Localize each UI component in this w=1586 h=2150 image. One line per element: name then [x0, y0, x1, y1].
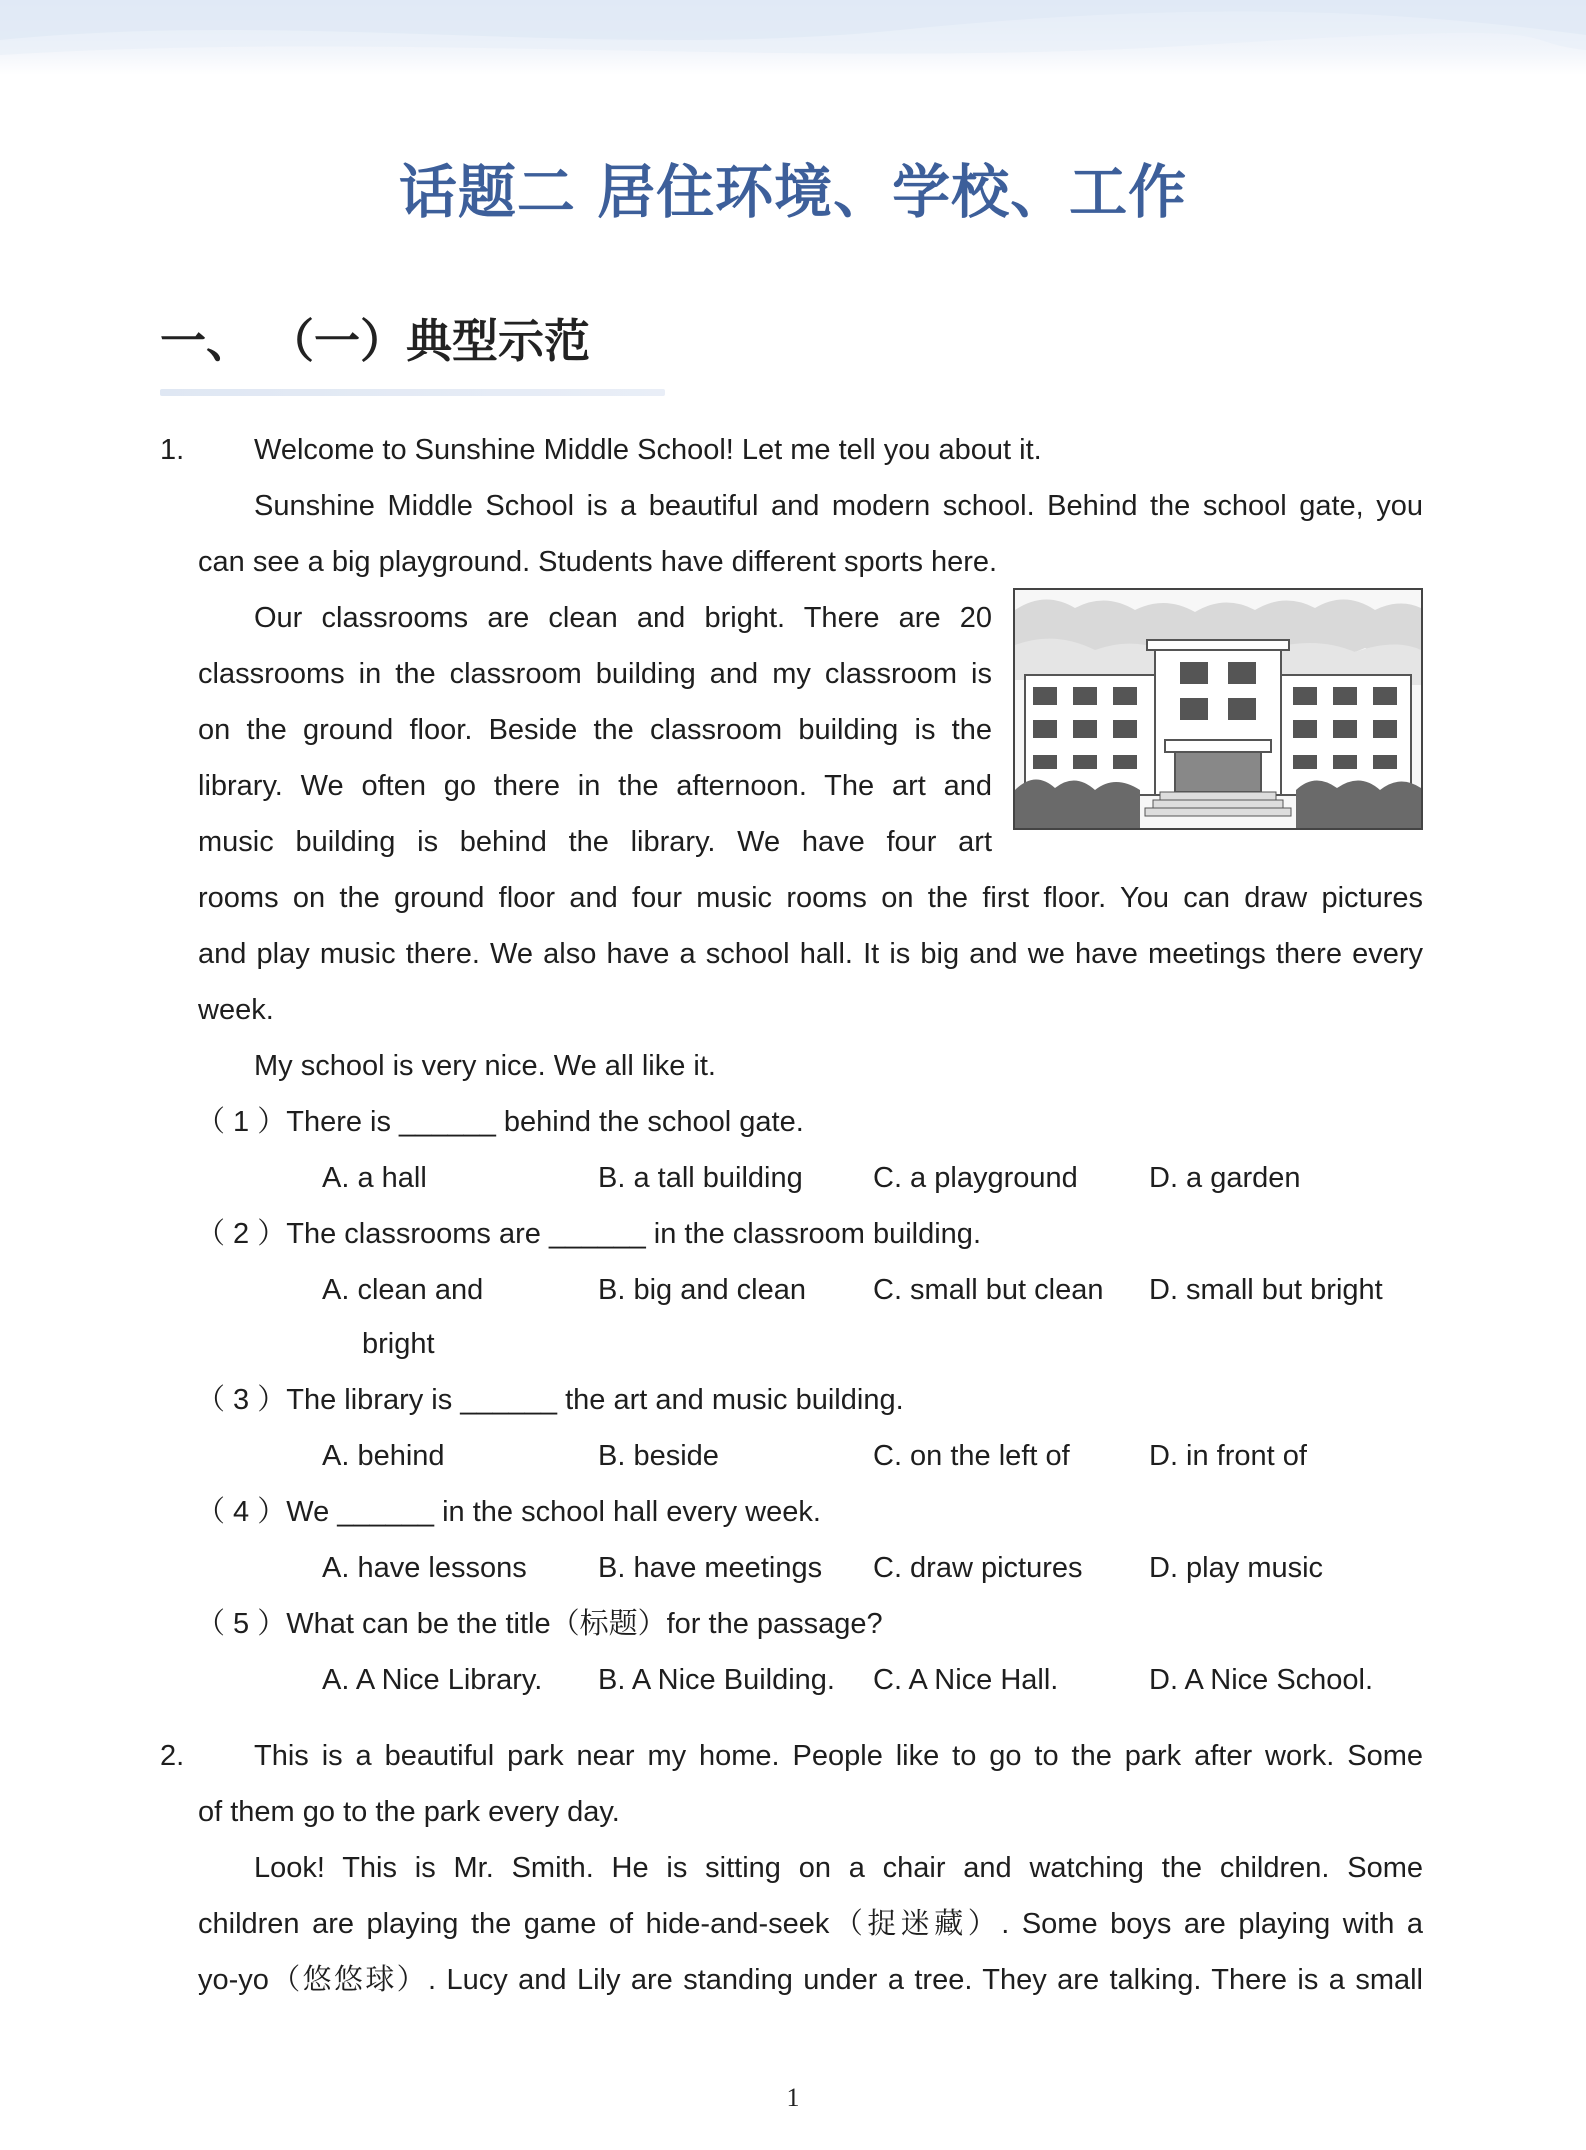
option-c[interactable]: C. a playground [873, 1162, 1078, 1194]
passage-line: Look! This is Mr. Smith. He is sitting on a chair and watching the children. Some [254, 1852, 1423, 1884]
passage-line: music building is behind the library. We have four art [198, 826, 992, 858]
option-a[interactable]: A. behind [322, 1440, 445, 1472]
passage-line: on the ground floor. Beside the classroom building is the [198, 714, 992, 746]
option-b[interactable]: B. have meetings [598, 1552, 823, 1584]
passage-line: week. [198, 994, 274, 1026]
section-underline [160, 389, 665, 396]
passage-line: This is a beautiful park near my home. People like to go to the park after work. Some [254, 1740, 1423, 1772]
option-c[interactable]: C. small but clean [873, 1274, 1104, 1306]
option-c[interactable]: C. A Nice Hall. [873, 1664, 1059, 1696]
passage-line: My school is very nice. We all like it. [254, 1050, 716, 1082]
school-building-icon [1015, 590, 1421, 828]
wave-decoration [0, 0, 1586, 75]
option-a[interactable]: A. clean and [322, 1274, 484, 1306]
page-number: 1 [786, 2083, 800, 2112]
option-a[interactable]: A. a hall [322, 1162, 427, 1194]
passage-line: library. We often go there in the afternoon. The art and [198, 770, 992, 802]
option-a[interactable]: A. have lessons [322, 1552, 527, 1584]
question-number: 1. [160, 434, 185, 466]
question-stem-4: （ 4 ）We ______ in the school hall every week. [196, 1496, 821, 1528]
question-stem-3: （ 3 ）The library is ______ the art and music building. [196, 1384, 904, 1416]
passage-line: classrooms in the classroom building and my classroom is [198, 658, 992, 690]
passage-line: rooms on the ground floor and four music rooms on the first floor. You can draw pictures [198, 882, 1423, 914]
option-d[interactable]: D. in front of [1149, 1440, 1307, 1472]
school-building-illustration [1013, 588, 1423, 830]
section-heading: 一、 （一）典型示范 [160, 314, 591, 368]
passage-line: and play music there. We also have a school hall. It is big and we have meetings there every [198, 938, 1423, 970]
passage-line: Our classrooms are clean and bright. There are 20 [254, 602, 992, 634]
option-d[interactable]: D. a garden [1149, 1162, 1301, 1194]
option-c[interactable]: C. draw pictures [873, 1552, 1083, 1584]
option-c[interactable]: C. on the left of [873, 1440, 1070, 1472]
option-b[interactable]: B. a tall building [598, 1162, 803, 1194]
question-stem-5: （ 5 ）What can be the title（标题）for the passage? [196, 1608, 883, 1640]
option-a[interactable]: A. A Nice Library. [322, 1664, 543, 1696]
option-d[interactable]: D. small but bright [1149, 1274, 1383, 1306]
passage-line: yo-yo（悠悠球）. Lucy and Lily are standing under a tree. They are talking. There is a small [198, 1964, 1423, 1996]
option-d[interactable]: D. play music [1149, 1552, 1324, 1584]
option-b[interactable]: B. beside [598, 1440, 719, 1472]
option-b[interactable]: B. A Nice Building. [598, 1664, 835, 1696]
question-stem-2: （ 2 ）The classrooms are ______ in the classroom building. [196, 1218, 981, 1250]
option-a-continuation: bright [362, 1328, 435, 1360]
top-decorative-band [0, 0, 1586, 75]
passage-line: children are playing the game of hide-and-seek（捉迷藏）. Some boys are playing with a [198, 1908, 1423, 1940]
page-title: 话题二 居住环境、学校、工作 [398, 158, 1188, 226]
passage-line: Welcome to Sunshine Middle School! Let me tell you about it. [254, 434, 1042, 466]
passage-line: can see a big playground. Students have different sports here. [198, 546, 998, 578]
option-d[interactable]: D. A Nice School. [1149, 1664, 1374, 1696]
passage-line: Sunshine Middle School is a beautiful and modern school. Behind the school gate, you [254, 490, 1423, 522]
question-stem-1: （ 1 ）There is ______ behind the school gate. [196, 1106, 804, 1138]
option-b[interactable]: B. big and clean [598, 1274, 806, 1306]
passage-line: of them go to the park every day. [198, 1796, 620, 1828]
question-number: 2. [160, 1740, 185, 1772]
